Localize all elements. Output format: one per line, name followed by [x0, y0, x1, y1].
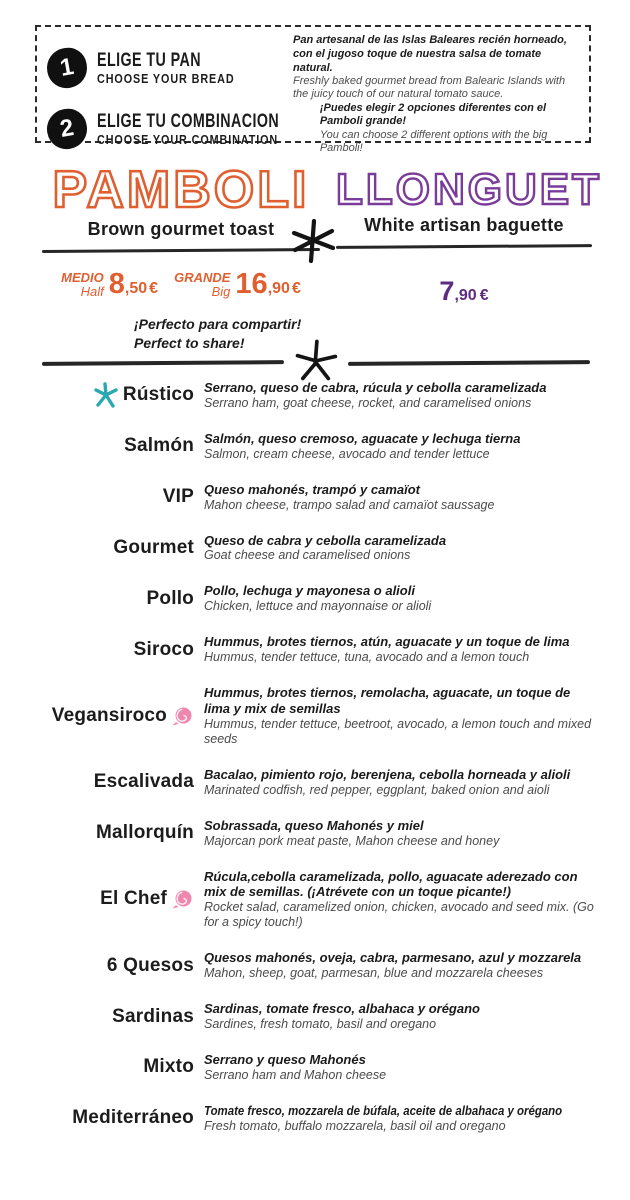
step-2-desc-en: You can choose 2 different options with the big Pamboli! [319, 129, 548, 155]
item-name: Mallorquín [95, 822, 194, 844]
step-2-title-es: ELIGE TU COMBINACION [97, 109, 280, 131]
item-desc-en: Rocket salad, caramelized onion, chicken, avocado and seed mix. (Go for a spicy touch!) [204, 900, 594, 930]
step-2-desc-es: ¡Puedes elegir 2 opciones diferentes con el Pamboli grande! [319, 101, 547, 128]
share-note-en: Perfect to share! [134, 334, 245, 351]
euro-sign: € [149, 280, 159, 297]
menu-item-sardinas [42, 1001, 594, 1032]
llonguet-subtitle: White artisan baguette [364, 215, 564, 235]
menu-item-pollo [42, 583, 594, 614]
step-choose-combination [47, 102, 579, 156]
item-desc-es: Sobrassada, queso Mahonés y miel [204, 817, 424, 833]
menu-item-gourmet [42, 533, 594, 564]
pamboli-prices [42, 268, 320, 301]
item-desc-en: Hummus, tender tettuce, tuna, avocado and a lemon touch [204, 650, 530, 665]
item-desc-es: Sardinas, tomate fresco, albahaca y orégano [204, 1001, 480, 1017]
item-desc-en: Goat cheese and caramelised onions [204, 548, 411, 563]
item-name: Salmón [124, 435, 194, 457]
item-name: Escalivada [93, 771, 194, 793]
item-desc-en: Marinated codfish, red pepper, eggplant, baked onion and aioli [204, 782, 550, 797]
item-desc-es: Pollo, lechuga y mayonesa o alioli [204, 583, 415, 599]
item-name: Vegansiroco [51, 705, 167, 727]
step-1-title-es: ELIGE TU PAN [97, 48, 201, 71]
item-desc-en: Sardines, fresh tomato, basil and oregano [204, 1017, 437, 1032]
item-desc-en: Majorcan pork meat paste, Mahon cheese and honey [204, 833, 500, 848]
combination-list [42, 380, 594, 1154]
item-name: Pollo [146, 587, 194, 609]
item-name: 6 Quesos [106, 954, 194, 976]
item-desc-en: Hummus, tender tettuce, beetroot, avocado, a lemon touch and mixed seeds [204, 716, 592, 746]
grande-label-en: Big [211, 283, 231, 299]
item-desc-es: Tomate fresco, mozzarela de búfala, aceite de albahaca y orégano [204, 1102, 563, 1118]
pamboli-size-grande [174, 268, 301, 301]
item-desc-en: Serrano ham, goat cheese, rocket, and caramelised onions [204, 395, 532, 410]
pamboli-column [42, 161, 320, 353]
menu-item-rustico [42, 380, 594, 411]
llonguet-column [336, 165, 602, 307]
asterisk-star-icon [288, 216, 338, 271]
menu-item-mallorquin [42, 818, 594, 849]
grande-price: 16,90 € [235, 268, 301, 300]
medio-label-en: Half [80, 283, 104, 299]
shell-icon [172, 706, 194, 726]
item-desc-es: Serrano, queso de cabra, rúcula y cebolla caramelizada [204, 380, 547, 395]
step-2-title-en: CHOOSE YOUR COMBINATION [97, 132, 279, 147]
item-desc-es: Rúcula,cebolla caramelizada, pollo, aguacate aderezado con mix de semillas. (¡Atrévete con un toque picante!) [204, 868, 578, 900]
item-name: Siroco [133, 638, 194, 660]
menu-item-salmon [42, 431, 594, 462]
item-desc-en: Fresh tomato, buffalo mozzarela, basil oil and oregano [204, 1118, 506, 1133]
menu-item-mediterraneo [42, 1103, 594, 1134]
llonguet-underline [336, 244, 592, 249]
instructions-box [35, 25, 591, 155]
menu-item-escalivada [42, 767, 594, 798]
item-name: VIP [162, 486, 194, 508]
menu-item-mixto [42, 1052, 594, 1083]
pamboli-underline [42, 248, 320, 253]
divider-line [348, 360, 590, 366]
item-name: Mediterráneo [72, 1107, 194, 1129]
menu-item-el-chef [42, 869, 594, 931]
share-note-es: ¡Perfecto para compartir! [134, 316, 302, 332]
euro-sign: € [291, 280, 301, 297]
starfish-icon [94, 382, 118, 408]
item-desc-en: Mahon, sheep, goat, parmesan, blue and mozzarela cheeses [204, 966, 544, 981]
item-name: Sardinas [112, 1005, 194, 1027]
item-desc-es: Queso mahonés, trampó y camaïot [204, 481, 421, 497]
medio-price: 8,50 € [108, 268, 159, 300]
item-desc-en: Salmon, cream cheese, avocado and tender lettuce [204, 446, 490, 461]
pamboli-size-medio [61, 268, 158, 301]
item-desc-es: Quesos mahonés, oveja, cabra, parmesano, azul y mozzarela [204, 950, 582, 966]
item-name: Rústico [122, 384, 194, 406]
item-desc-en: Serrano ham and Mahon cheese [204, 1067, 387, 1082]
item-desc-es: Hummus, brotes tiernos, remolacha, aguacate, un toque de lima y mix de semillas [204, 685, 571, 717]
item-desc-es: Hummus, brotes tiernos, atún, aguacate y un toque de lima [204, 634, 570, 650]
step-2-badge: 2 [44, 105, 90, 151]
grande-label-es: GRANDE [174, 269, 231, 285]
item-desc-es: Serrano y queso Mahonés [204, 1052, 366, 1068]
llonguet-price: 7,90 € [439, 276, 489, 306]
menu-item-vip [42, 482, 594, 513]
item-name: Gourmet [113, 537, 194, 558]
item-desc-en: Chicken, lettuce and mayonnaise or alioli [204, 599, 432, 614]
menu-item-vegansiroco [42, 685, 594, 747]
step-1-badge: 1 [44, 45, 90, 91]
step-1-desc-en: Freshly baked gourmet bread from Balearic Islands with the juicy touch of our natural tomato sauce. [293, 75, 566, 101]
menu-item-6-quesos [42, 950, 594, 981]
menu-item-siroco [42, 634, 594, 665]
medio-label-es: MEDIO [61, 269, 104, 285]
item-desc-es: Salmón, queso cremoso, aguacate y lechuga tierna [204, 430, 521, 446]
pamboli-title: PAMBOLI [52, 161, 310, 219]
item-desc-es: Queso de cabra y cebolla caramelizada [204, 532, 447, 548]
euro-sign: € [479, 287, 489, 304]
step-1-title-en: CHOOSE YOUR BREAD [97, 71, 235, 87]
item-name: El Chef [100, 888, 167, 910]
item-name: Mixto [143, 1056, 194, 1078]
llonguet-title: LLONGUET [336, 165, 602, 214]
item-desc-es: Bacalao, pimiento rojo, berenjena, cebolla horneada y alioli [204, 766, 571, 782]
shell-icon [172, 889, 194, 909]
step-choose-bread [47, 34, 579, 102]
pamboli-subtitle: Brown gourmet toast [87, 219, 275, 239]
item-desc-en: Mahon cheese, trampo salad and camaïot saussage [204, 497, 495, 512]
step-1-desc-es: Pan artesanal de las Islas Baleares recién horneado, con el jugoso toque de nuestra salsa de tomate natural. [293, 34, 567, 74]
divider-line [42, 360, 284, 366]
